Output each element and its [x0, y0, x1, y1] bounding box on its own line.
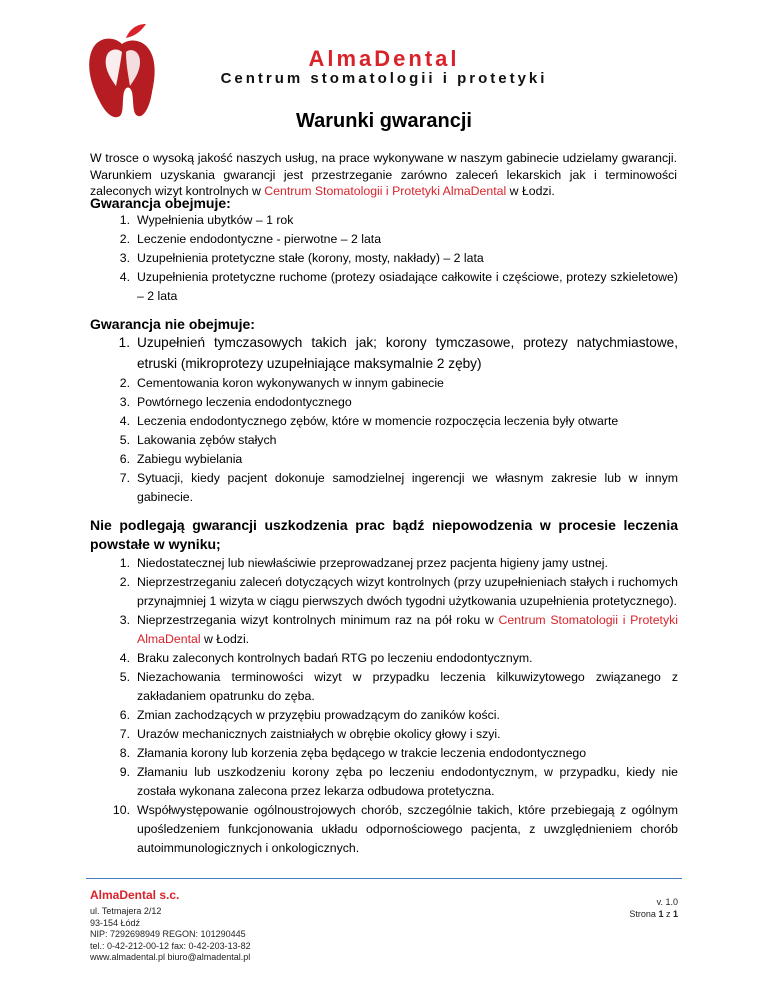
not-covered-section — [90, 316, 678, 507]
list-item: 9. Złamaniu lub uszkodzeniu korony zęba po leczeniu endodontycznym, w przypadku, kiedy nie została wykonana zalecona przez lekarza odbudowa protetyczna. — [119, 765, 678, 798]
clinic-name-highlight: Centrum Stomatologii i Protetyki AlmaDental — [264, 184, 507, 198]
list-item: 2. Leczenie endodontyczne - pierwotne – 2 lata — [119, 232, 382, 246]
covered-section — [90, 195, 678, 306]
intro-text: W trosce o wysoką jakość naszych usług, na prace wykonywane w naszym gabinecie udzielamy gwarancji. Warunkiem uzyskania gwarancji jest przestrzeganie zarówno zaleceń lekarskich jak i terminowości zaleconych wizyt kontrolnych w — [90, 151, 677, 198]
page-number: Strona 1 z 1 — [629, 909, 678, 919]
list-item: 4. Braku zaleconych kontrolnych badań RTG po leczeniu endodontycznym. — [119, 651, 533, 665]
covered-list — [90, 211, 678, 306]
clinic-name-highlight: Centrum Stomatologii i Protetyki AlmaDental — [137, 613, 678, 646]
list-item: 4. Leczenia endodontycznego zębów, które w momencie rozpoczęcia leczenia były otwarte — [119, 414, 619, 428]
list-item: 1. Niedostatecznej lub niewłaściwie przeprowadzanej przez pacjenta higieny jamy ustnej. — [119, 556, 608, 570]
list-item: 1. Wypełnienia ubytków – 1 rok — [119, 213, 294, 227]
footer-company: AlmaDental s.c. — [90, 888, 180, 902]
list-item: 5. Niezachowania terminowości wizyt w przypadku leczenia kilkuwizytowego związanego z zakładaniem opatrunku do zęba. — [119, 670, 678, 703]
footer-divider — [86, 878, 682, 879]
list-item: 6. Zmian zachodzących w przyzębiu prowadzącym do zaników kości. — [119, 708, 500, 722]
list-item: 7. Urazów mechanicznych zaistniałych w obrębie okolicy głowy i szyi. — [119, 727, 501, 741]
brand-name: AlmaDental — [308, 46, 460, 71]
not-covered-heading: Gwarancja nie obejmuje: — [90, 316, 255, 332]
list-item: 10. Współwystępowanie ogólnoustrojowych chorób, szczególnie takich, które przebiegają z ogólnym upośledzeniem funkcjonowania układu odpornościowego pacjenta, z uwzględnieniem chorób autoimmunologicznych i onkologicznych. — [112, 803, 678, 855]
list-item: 3. Uzupełnienia protetyczne stałe (korony, mosty, nakłady) – 2 lata — [119, 251, 484, 265]
list-item: 1. Uzupełnień tymczasowych takich jak; korony tymczasowe, protezy natychmiastowe, etruski (mikroprotezy uzupełniające maksymalnie 2 zęby) — [118, 335, 678, 371]
list-item: 4. Uzupełnienia protetyczne ruchome (protezy osiadające całkowite i częściowe, protezy szkieletowe) – 2 lata — [119, 270, 678, 303]
exclusions-section — [90, 516, 678, 858]
list-item: 7. Sytuacji, kiedy pacjent dokonuje samodzielnej ingerencji we własnym zakresie lub w innym gabinecie. — [119, 471, 678, 504]
not-covered-list — [90, 332, 678, 507]
exclusions-list — [90, 554, 678, 858]
list-item: 3. Nieprzestrzegania wizyt kontrolnych minimum raz na pół roku w Centrum Stomatologii i Protetyki AlmaDental w Łodzi. — [119, 613, 678, 646]
brand-subtitle: Centrum stomatologii i protetyki — [220, 70, 548, 87]
intro-text-end: w Łodzi. — [506, 184, 555, 198]
list-item: 3. Powtórnego leczenia endodontycznego — [119, 395, 352, 409]
list-item: 6. Zabiegu wybielania — [119, 452, 243, 466]
intro-paragraph — [90, 150, 677, 200]
version-label: v. 1.0 — [656, 897, 678, 907]
footer-address: ul. Tetmajera 2/12 93-154 Łódź NIP: 7292698949 REGON: 101290445 tel.: 0-42-212-00-12 fax: 0-42-203-13-82 www.almadental.pl biuro@almadental.pl — [90, 906, 251, 962]
exclusions-heading: Nie podlegają gwarancji uszkodzenia prac bądź niepowodzenia w procesie leczenia powstałe w wyniku; — [90, 517, 678, 552]
list-item: 8. Złamania korony lub korzenia zęba będącego w trakcie leczenia endodontycznego — [119, 746, 587, 760]
list-item: 5. Lakowania zębów stałych — [119, 433, 277, 447]
page-title: Warunki gwarancji — [296, 110, 472, 132]
covered-heading: Gwarancja obejmuje: — [90, 195, 231, 211]
list-item: 2. Cementowania koron wykonywanych w innym gabinecie — [119, 376, 444, 390]
footer-version-page — [629, 896, 678, 920]
list-item: 2. Nieprzestrzeganiu zaleceń dotyczących wizyt kontrolnych (przy uzupełnieniach stałych i ruchomych przynajmniej 1 wizyta w ciągu pierwszych dwóch tygodni użytkowania uzupełnienia protetycznego). — [119, 575, 678, 608]
